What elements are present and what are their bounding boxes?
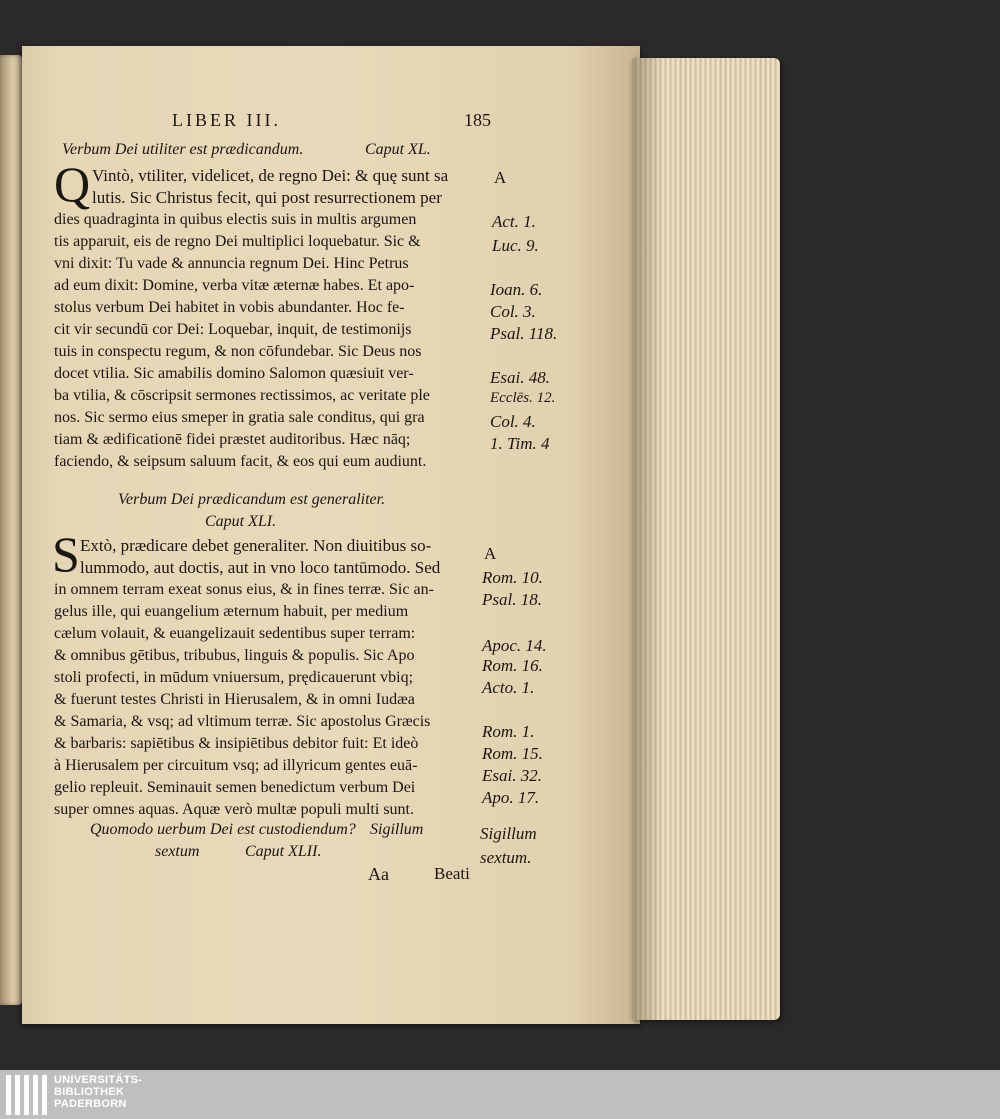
- drop-cap-s: S: [52, 526, 80, 582]
- gutter-shadow: [632, 58, 662, 1020]
- margin-note: Esai. 48.: [490, 368, 550, 387]
- text-line: & fuerunt testes Christi in Hierusalem, & in omni Iudæa: [54, 691, 415, 708]
- text-line: tis apparuit, eis de regno Dei multiplici loquebatur. Sic &: [54, 233, 421, 250]
- library-logo-icon: [6, 1075, 50, 1115]
- logo-line-3: PADERBORN: [54, 1098, 127, 1110]
- left-page-edge: [0, 55, 22, 1005]
- chapter-42-heading-extra: Sigillum: [370, 821, 424, 838]
- margin-note: A: [484, 544, 497, 563]
- logo-line-2: BIBLIOTHEK: [54, 1086, 125, 1098]
- text-line: gelus ille, qui euangelium æternum habuit, per medium: [54, 603, 409, 620]
- text-line: Extò, prædicare debet generaliter. Non diuitibus so-: [80, 536, 432, 555]
- margin-note: Col. 4.: [490, 412, 536, 431]
- library-footer: [0, 1070, 1000, 1119]
- margin-note: Ioan. 6.: [490, 280, 543, 299]
- running-head-title: LIBER III.: [172, 110, 281, 130]
- margin-note: Act. 1.: [492, 212, 536, 231]
- chapter-40-caput: Caput XL.: [365, 141, 431, 158]
- text-line: ba vtilia, & cōscripsit sermones rectissimos, ac veritate ple: [54, 387, 430, 404]
- text-line: gelio repleuit. Seminauit semen benedictum verbum Dei: [54, 779, 416, 796]
- margin-note: Rom. 1.: [482, 722, 535, 741]
- chapter-42-caput: Caput XLII.: [245, 843, 322, 860]
- margin-note: Sigillum: [480, 824, 537, 843]
- text-line: cælum volauit, & euangelizauit sedentibus super terram:: [54, 625, 416, 642]
- margin-note: Rom. 10.: [482, 568, 543, 587]
- margin-note: Acto. 1.: [482, 678, 535, 697]
- margin-note: Ecclēs. 12.: [490, 390, 556, 406]
- text-line: tiam & ædificationē fidei præstet auditoribus. Hæc nāq;: [54, 431, 411, 448]
- text-line: vni dixit: Tu vade & annuncia regnum Dei. Hinc Petrus: [54, 255, 409, 272]
- margin-note: Col. 3.: [490, 302, 536, 321]
- chapter-40-heading: Verbum Dei utiliter est prædicandum.: [62, 141, 304, 158]
- margin-note: Apo. 17.: [482, 788, 540, 807]
- drop-cap-q: Q: [54, 156, 91, 212]
- text-line: in omnem terram exeat sonus eius, & in fines terræ. Sic an-: [54, 581, 434, 598]
- text-line: docet vtilia. Sic amabilis domino Salomon quæsiuit ver-: [54, 365, 414, 382]
- text-line: & omnibus gētibus, tribubus, linguis & populis. Sic Apo: [54, 647, 415, 664]
- margin-note: sextum.: [480, 848, 532, 867]
- text-line: tuis in conspectu regum, & non cōfundebar. Sic Deus nos: [54, 343, 422, 360]
- text-line: stolus verbum Dei habitet in vobis abundanter. Hoc fe-: [54, 299, 405, 316]
- margin-note: Luc. 9.: [492, 236, 539, 255]
- signature-mark: Aa: [368, 864, 389, 884]
- margin-note: Psal. 18.: [482, 590, 542, 609]
- margin-note: A: [494, 168, 507, 187]
- text-line: Vintò, vtiliter, videlicet, de regno Dei: & quę sunt sa: [92, 166, 449, 185]
- chapter-41-heading: Verbum Dei prædicandum est generaliter.: [118, 491, 386, 508]
- margin-note: 1. Tim. 4: [490, 434, 550, 453]
- text-line: super omnes aquas. Aquæ verò multæ populi multi sunt.: [54, 801, 414, 818]
- text-line: stoli profecti, in mūdum vniuersum, prędicauerunt vbiq;: [54, 669, 414, 686]
- margin-note: Psal. 118.: [490, 324, 558, 343]
- text-line: & barbaris: sapiētibus & insipiētibus debitor fuit: Et ideò: [54, 735, 419, 752]
- margin-note: Rom. 15.: [482, 744, 543, 763]
- margin-note: Esai. 32.: [482, 766, 542, 785]
- text-line: à Hierusalem per circuitum vsq; ad illyricum gentes euā-: [54, 757, 418, 774]
- text-line: lummodo, aut doctis, aut in vno loco tantūmodo. Sed: [80, 558, 441, 577]
- text-line: dies quadraginta in quibus electis suis in multis argumen: [54, 211, 417, 228]
- text-line: nos. Sic sermo eius smeper in gratia sale conditus, qui gra: [54, 409, 425, 426]
- text-line: lutis. Sic Christus fecit, qui post resurrectionem per: [92, 188, 442, 207]
- margin-note: Rom. 16.: [482, 656, 543, 675]
- text-line: cit vir secundū cor Dei: Loquebar, inquit, de testimonijs: [54, 321, 412, 338]
- text-line: ad eum dixit: Domine, verba vitæ æternæ habes. Et apo-: [54, 277, 415, 294]
- chapter-42-heading-line2: sextum: [155, 843, 200, 860]
- catchword: Beati: [434, 864, 470, 883]
- text-line: & Samaria, & vsq; ad vltimum terræ. Sic apostolus Græcis: [54, 713, 431, 730]
- margin-note: Apoc. 14.: [482, 636, 547, 655]
- chapter-42-heading: Quomodo uerbum Dei est custodiendum?: [90, 821, 356, 838]
- page-number: 185: [464, 110, 491, 130]
- chapter-41-caput: Caput XLI.: [205, 513, 277, 530]
- text-line: faciendo, & seipsum saluum facit, & eos qui eum audiunt.: [54, 453, 427, 470]
- library-logo-text: [54, 1074, 142, 1110]
- logo-line-1: UNIVERSITÄTS-: [54, 1074, 143, 1086]
